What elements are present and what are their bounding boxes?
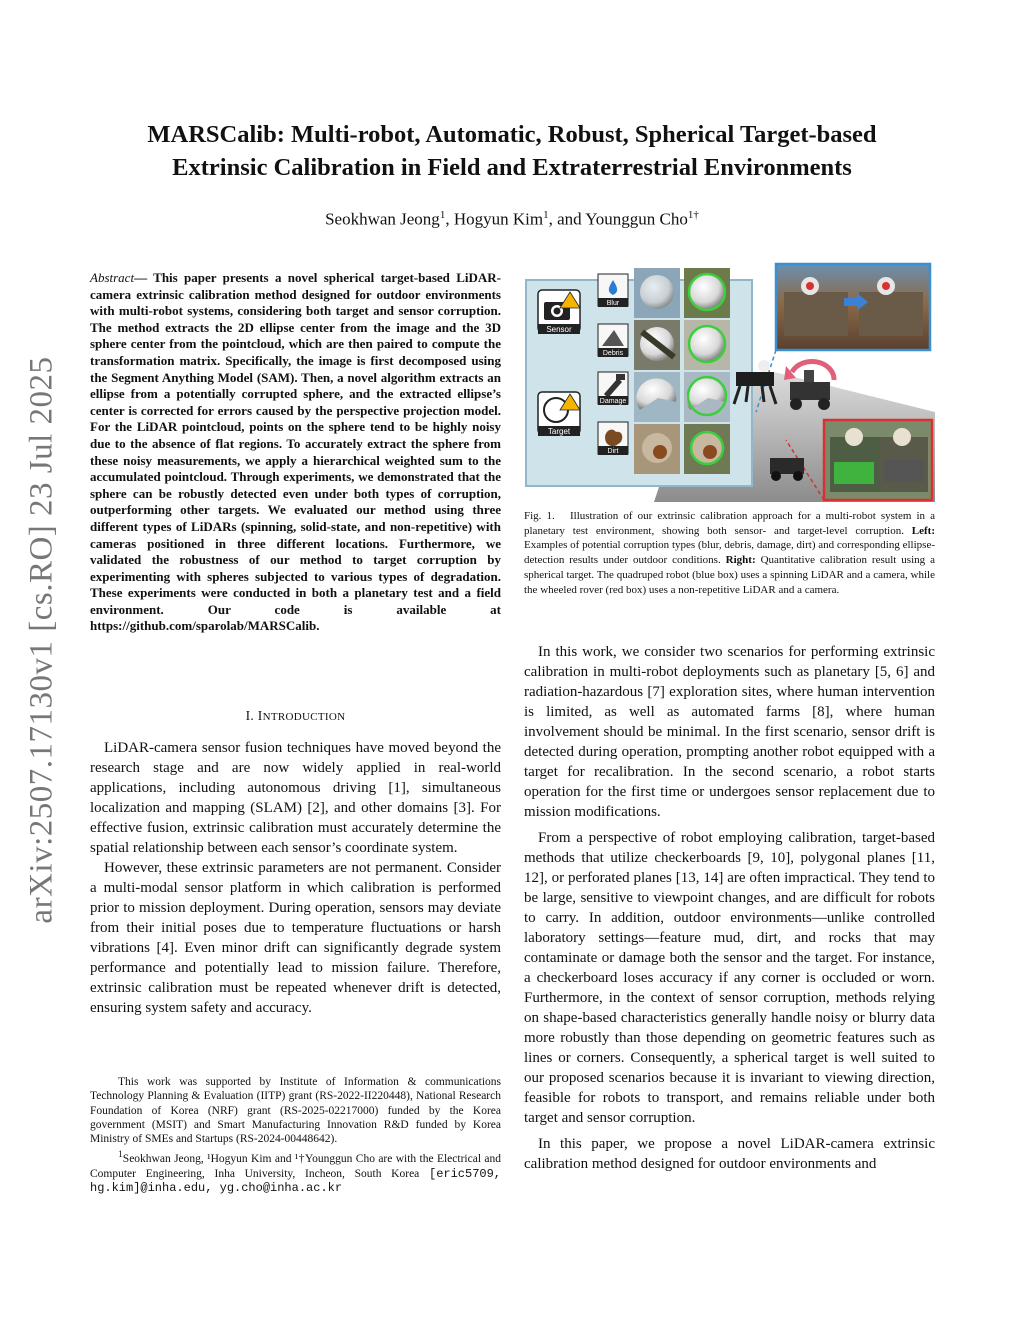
rover-result <box>824 420 932 500</box>
caption-left: Left: <box>911 524 935 537</box>
section-heading <box>90 708 501 724</box>
caption-right: Right: <box>725 554 756 567</box>
funding-note: This work was supported by Institute of Information & communications Technology Planning & Evaluation (IITP) grant (RS-2022-II220448), National Research Foundation of Korea (NRF) grant (RS-2025-02217000) funded by the Korea government (MSIT) and Smart Manufacturing Innovation R&D funded by Korea Ministry of SMEs and Startups (RS-2024-00448642). <box>90 1076 501 1146</box>
abstract <box>90 270 501 635</box>
abstract-label: Abstract <box>90 270 135 285</box>
label-damage: Damage <box>599 398 627 405</box>
blur-icon <box>598 274 628 307</box>
section-head-first: I <box>257 708 263 723</box>
target-icon <box>538 392 580 436</box>
label-blur: Blur <box>606 300 620 307</box>
section-number: I. <box>245 708 258 723</box>
affiliation-text: Seokhwan Jeong, ¹Hogyun Kim and ¹†Younggun Cho are with the Electrical and Computer Engineering, Inha University, Incheon, South Korea <box>90 1153 501 1180</box>
title-line-2: Extrinsic Calibration in Field and Extraterrestrial Environments <box>172 154 852 181</box>
author-list <box>60 209 964 230</box>
author-sep: , and <box>548 209 586 229</box>
caption-text-c: Quantitative calibration result using a spherical target. The quadruped robot (blue box) uses a spinning LiDAR and a camera, while the wheeled rover (red box) uses a non-repetitive LiDAR and a camera. <box>524 554 935 596</box>
right-paragraph-3: In this paper, we propose a novel LiDAR-camera extrinsic calibration method designed for outdoor environments and <box>524 1136 935 1172</box>
footnote <box>90 1075 501 1195</box>
caption-prefix: Fig. 1. <box>524 510 555 522</box>
right-body <box>524 642 935 1174</box>
label-debris: Debris <box>602 350 624 357</box>
dirt-icon <box>598 422 628 455</box>
damage-icon <box>598 372 628 405</box>
label-target: Target <box>547 427 571 436</box>
author-sep: , <box>445 209 454 229</box>
figure-1 <box>524 262 935 502</box>
intro-body <box>90 738 501 1018</box>
affil-sup: 1 <box>118 1149 123 1161</box>
debris-icon <box>598 324 628 357</box>
paper-title <box>60 118 964 184</box>
quadruped-result <box>776 264 930 350</box>
affiliation-note <box>90 1148 501 1195</box>
right-paragraph-2: From a perspective of robot employing calibration, target-based methods that utilize checkerboards [9, 10], polygonal planes [11, 12], or perforated planes [13, 14] are often impractical. They tend to be large, sensitive to viewpoint changes, and are difficult for robots to carry. In addition, outdoor environments—unlike controlled laboratory settings—feature mud, dirt, and rocks that may contaminate or damage both the sensor and the target. For instance, a checkerboard loses accuracy if any corner is occluded or worn. Furthermore, in the context of sensor corruption, methods relying on shape-based characteristics generally handle noisy or blurry data more robustly than those depending on geometric features such as lines or corners. Consequently, a spherical target is well suited to our proposed scenarios because it is invariant to viewing direction, feasible for robots to transport, and remains reliable under both target and sensor corruption. <box>524 830 935 1126</box>
right-paragraph-1: In this work, we consider two scenarios for performing extrinsic calibration in multi-robot deployments such as planetary [5, 6] and radiation-hazardous [7] exploration sites, where human intervention is limited, as well as automated farms [8], where human involvement should be minimal. In the first scenario, sensor drift is detected during operation, prompting another robot equipped with a target for recalibration. In the second scenario, a robot starts operation for the first time or undergoes sensor replacement due to mission modifications. <box>524 644 935 820</box>
author-3-sup: 1† <box>687 209 699 221</box>
intro-paragraph-1: LiDAR-camera sensor fusion techniques have moved beyond the research stage and are now widely applied in real-world applications, including autonomous driving [1], simultaneous localization and mapping (SLAM) [2], and other domains [3]. For effective fusion, extrinsic calibration must accurately determine the spatial relationship between each sensor’s coordinate system. <box>90 740 501 856</box>
caption-text-b: Examples of potential corruption types (blur, debris, damage, dirt) and corresponding ellipse-detection results under outdoor conditions. <box>524 539 935 567</box>
author-1-sup: 1 <box>439 209 446 221</box>
author-2-sup: 1 <box>543 209 549 221</box>
figure-caption <box>524 509 935 597</box>
section-head-rest: NTRODUCTION <box>262 711 346 723</box>
intro-paragraph-2: However, these extrinsic parameters are not permanent. Consider a multi-modal sensor platform in which calibration is performed prior to mission deployment. During operation, sensors may deviate from their initial poses due to temperature fluctuations or harsh vibrations [4]. Even minor drift can significantly degrade system performance and potentially lead to mission failure. Therefore, extrinsic calibration must be repeated whenever drift is detected, ensuring system safety and accuracy. <box>90 860 501 1016</box>
label-dirt: Dirt <box>607 448 619 455</box>
sensor-icon <box>538 290 580 334</box>
arxiv-identifier: arXiv:2507.17130v1 [cs.RO] 23 Jul 2025 <box>23 356 60 924</box>
title-line-1: MARSCalib: Multi-robot, Automatic, Robust, Spherical Target-based <box>147 121 877 148</box>
label-sensor: Sensor <box>546 325 572 334</box>
abstract-text: — This paper presents a novel spherical target-based LiDAR-camera extrinsic calibration method designed for outdoor environments with multi-robot systems, considering both target and sensor corruption. The method extracts the 2D ellipse center from the image and the 3D sphere center from the pointcloud, which are then paired to compute the transformation matrix. Specifically, the image is first decomposed using the Segment Anything Model (SAM). Then, a novel algorithm extracts an ellipse from a potentially corrupted sphere, and the extracted ellipse’s center is corrected for errors caused by the perspective projection model. For the LiDAR pointcloud, points on the sphere tend to be highly noisy due to the absence of flat regions. To accurately extract the sphere from these noisy measurements, we apply a hierarchical weighted sum to the accumulated pointcloud. Through experiments, we demonstrated that the sphere can be robustly detected even under both types of corruption, outperforming other targets. We evaluated our method using three different types of LiDARs (spinning, solid-state, and non-repetitive) with cameras positioned in three different locations. Furthermore, we validated the robustness of our method to target corruption by experimenting with spheres subjected to various types of degradation. These experiments were conducted in both a planetary test and a field environment. Our code is available at https://github.com/sparolab/MARSCalib. <box>90 270 501 634</box>
author-2: Hogyun Kim <box>453 209 544 229</box>
caption-text-a: Illustration of our extrinsic calibration approach for a multi-robot system in a planetary test environment, showing both sensor- and target-level corruption. <box>524 510 935 537</box>
author-1: Seokhwan Jeong <box>325 209 440 229</box>
author-3: Younggun Cho <box>585 209 688 229</box>
emails: [eric5709, hg.kim]@inha.edu, yg.cho@inha.ac.kr <box>90 1166 502 1195</box>
